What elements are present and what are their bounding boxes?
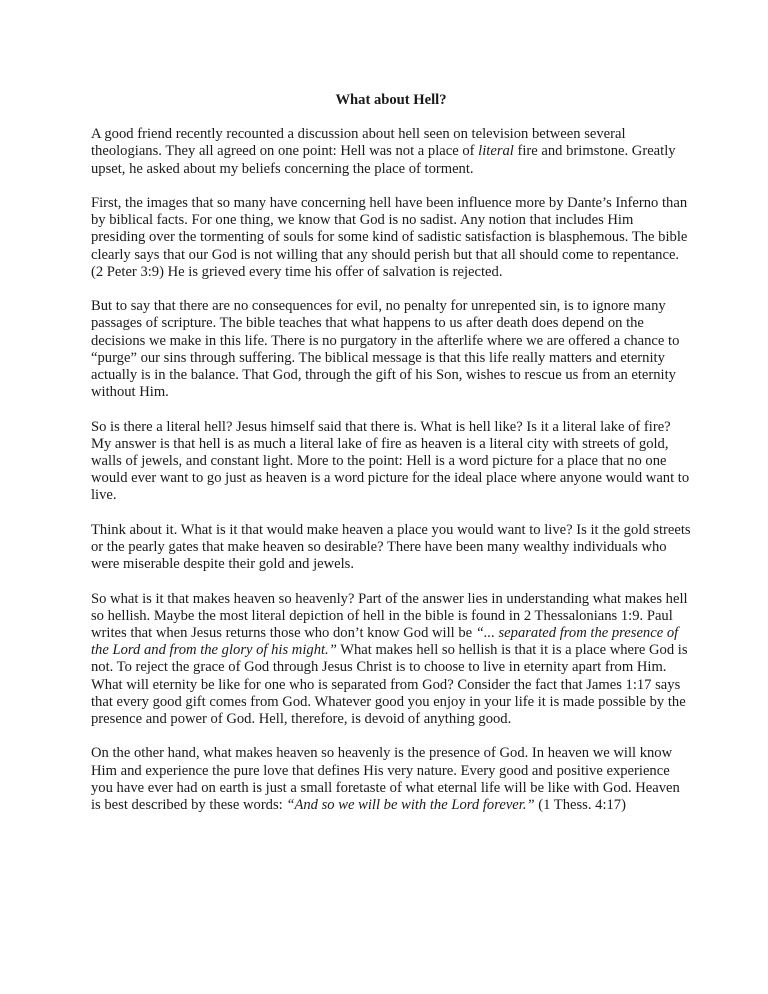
paragraph-1-emphasis: literal (478, 143, 514, 160)
paragraph-2: First, the images that so many have concerning hell have been influence more by Dante’s Inferno than by biblical facts. For one thing, we know that God is no sadist. Any notion that includes Him presiding over the tormenting of souls for some kind of sadistic satisfaction is blasphemous. The bible clearly says that our God is not willing that any should perish but that all should come to repentance. (2 Peter 3:9) He is grieved every time his offer of salvation is rejected. (91, 195, 688, 280)
paragraph-7-quote: “And so we will be with the Lord forever.” (286, 797, 535, 814)
paragraph-6-text-c: What makes hell so hellish is that it is a place where God is not. To reject the grace of God through Jesus Christ is to choose to live in eternity apart from Him. What will eternity be like for one who is separated from God? Consider the fact that James 1:17 says that every good gift comes from God. Whatever good you enjoy in your life it is made possible by the presence and power of God. Hell, therefore, is devoid of anything good. (91, 642, 688, 728)
paragraph-3: But to say that there are no consequences for evil, no penalty for unrepented sin, is to ignore many passages of scripture. The bible teaches that what happens to us after death does depend on the decisions we make in this life. There is no purgatory in the afterlife where we are offered a chance to “purge” our sins through suffering. The biblical message is that this life really matters and eternity actually is in the balance. That God, through the gift of his Son, wishes to rescue us from an eternity without Him. (91, 298, 680, 401)
paragraph-1 (91, 126, 691, 178)
document-body (91, 92, 691, 831)
paragraph-6 (91, 591, 691, 729)
paragraph-7-text-a: On the other hand, what makes heaven so heavenly is the presence of God. In heaven we will know Him and experience the pure love that defines His very nature. Every good and positive experience you have ever had on earth is just a small foretaste of what eternal life will be like with God. Heaven is best described by these words: (91, 745, 680, 814)
paragraph-7-text-c: (1 Thess. 4:17) (534, 797, 626, 814)
paragraph-5: Think about it. What is it that would make heaven a place you would want to live? Is it the gold streets or the pearly gates that make heaven so desirable? There have been many wealthy individuals who were miserable despite their gold and jewels. (91, 521, 691, 573)
paragraph-7 (91, 745, 691, 814)
document-title: What about Hell? (335, 92, 447, 108)
paragraph-4: So is there a literal hell? Jesus himself said that there is. What is hell like? Is it a literal lake of fire? My answer is that hell is as much a literal lake of fire as heaven is a literal city with streets of gold, walls of jewels, and constant light. More to the point: Hell is a word picture for a place that no one would ever want to go just as heaven is a word picture for the ideal place where anyone would want to live. (91, 418, 690, 504)
paragraph-1-text-c: fire and brimstone. Greatly upset, he asked about my beliefs concerning the place of torment. (91, 143, 676, 177)
paragraph-1-text-a: A good friend recently recounted a discussion about hell seen on television between several theologians. They all agreed on one point: Hell was not a place of (91, 126, 626, 160)
paragraph-6-text-a: So what is it that makes heaven so heavenly? Part of the answer lies in understanding what makes hell so hellish. Maybe the most literal depiction of hell in the bible is found in 2 Thessalonians 1:9. Paul writes that when Jesus returns those who don’t know God will be (91, 590, 688, 642)
paragraph-6-quote: “... separated from the presence of the Lord and from the glory of his might.” (91, 625, 679, 659)
